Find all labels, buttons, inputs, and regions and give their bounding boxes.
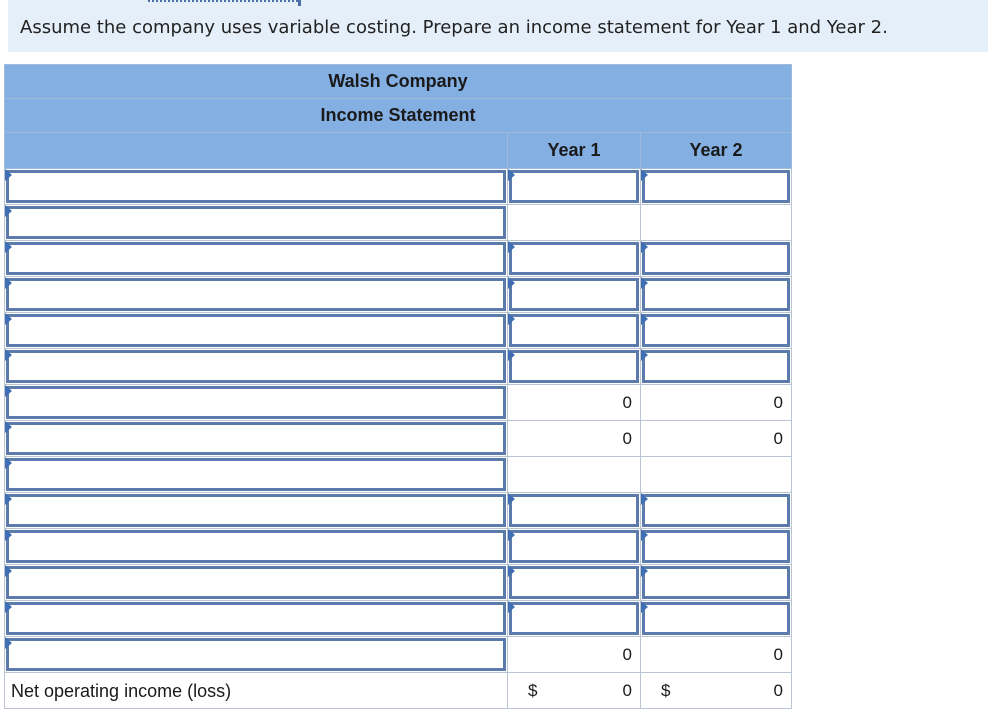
year-1-input[interactable] [509, 566, 639, 599]
dropdown-marker-icon [641, 313, 648, 325]
year-2-input[interactable] [642, 278, 790, 311]
dropdown-marker-icon [641, 493, 648, 505]
year-2-cell [641, 637, 792, 673]
dropdown-marker-icon [508, 169, 515, 181]
year-2-input[interactable] [642, 170, 790, 203]
computed-value: 0 [773, 393, 784, 412]
dropdown-marker-icon [508, 601, 515, 613]
year-2-input[interactable] [642, 494, 790, 527]
dropdown-marker-icon [5, 637, 12, 649]
instruction-text: Assume the company uses variable costing. Prepare an income statement for Year 1 and Year 2. [20, 17, 888, 38]
year-1-cell [508, 637, 641, 673]
dropdown-marker-icon [5, 169, 12, 181]
dropdown-marker-icon [508, 349, 515, 361]
statement-row [5, 565, 792, 601]
dropdown-marker-icon [508, 313, 515, 325]
row-label-cell[interactable] [5, 205, 508, 241]
year-1-cell [508, 385, 641, 421]
year-2-cell[interactable] [641, 565, 792, 601]
dropdown-marker-icon [641, 529, 648, 541]
dropdown-marker-icon [508, 565, 515, 577]
year-2-cell [641, 385, 792, 421]
year-2-input[interactable] [642, 530, 790, 563]
year-2-cell [641, 205, 792, 241]
computed-value: 0 [622, 429, 632, 448]
label-column-header [5, 133, 508, 169]
year-1-input[interactable] [509, 602, 639, 635]
row-label-dropdown[interactable] [6, 422, 506, 455]
row-label-cell[interactable] [5, 313, 508, 349]
column-header-row [5, 133, 792, 169]
year-1-cell[interactable] [508, 241, 641, 277]
row-label-dropdown[interactable] [6, 638, 506, 671]
year-1-input[interactable] [509, 314, 639, 347]
year-1-input[interactable] [509, 530, 639, 563]
year-2-cell [641, 421, 792, 457]
row-label-dropdown[interactable] [6, 170, 506, 203]
row-label-cell[interactable] [5, 277, 508, 313]
year-2-cell[interactable] [641, 493, 792, 529]
dropdown-marker-icon [5, 241, 12, 253]
computed-value: 0 [622, 645, 632, 664]
dropdown-marker-icon [641, 565, 648, 577]
dropdown-marker-icon [5, 349, 12, 361]
year-1-input[interactable] [509, 170, 639, 203]
year-2-cell [641, 457, 792, 493]
statement-row [5, 673, 792, 709]
row-label-cell[interactable] [5, 169, 508, 205]
year-2-cell[interactable] [641, 313, 792, 349]
row-label-dropdown[interactable] [6, 602, 506, 635]
year-2-input[interactable] [642, 314, 790, 347]
row-label: Net operating income (loss) [11, 681, 232, 701]
year-1-header: Year 1 [508, 133, 641, 169]
year-2-cell[interactable] [641, 241, 792, 277]
year-1-input[interactable] [509, 494, 639, 527]
row-label-dropdown[interactable] [6, 530, 506, 563]
statement-row [5, 457, 792, 493]
dropdown-marker-icon [508, 493, 515, 505]
row-label-dropdown[interactable] [6, 350, 506, 383]
company-name: Walsh Company [5, 65, 792, 99]
year-1-input[interactable] [509, 278, 639, 311]
row-label-cell[interactable] [5, 601, 508, 637]
dropdown-marker-icon [5, 493, 12, 505]
row-label-dropdown[interactable] [6, 242, 506, 275]
statement-title: Income Statement [5, 99, 792, 133]
year-1-cell[interactable] [508, 313, 641, 349]
dropdown-marker-icon [5, 313, 12, 325]
year-2-input[interactable] [642, 566, 790, 599]
dropdown-marker-icon [5, 385, 12, 397]
statement-row [5, 493, 792, 529]
row-label-dropdown[interactable] [6, 278, 506, 311]
computed-value: 0 [622, 393, 632, 412]
year-2-header: Year 2 [641, 133, 792, 169]
row-label-cell[interactable] [5, 637, 508, 673]
year-2-cell[interactable] [641, 529, 792, 565]
dropdown-marker-icon [5, 529, 12, 541]
dropdown-marker-icon [508, 241, 515, 253]
year-1-cell[interactable] [508, 529, 641, 565]
row-label-dropdown[interactable] [6, 206, 506, 239]
statement-row [5, 169, 792, 205]
row-label-cell[interactable] [5, 529, 508, 565]
company-name-row [5, 65, 792, 99]
statement-row [5, 205, 792, 241]
year-1-cell[interactable] [508, 565, 641, 601]
year-2-cell[interactable] [641, 277, 792, 313]
year-2-cell[interactable] [641, 349, 792, 385]
row-label-dropdown[interactable] [6, 494, 506, 527]
year-1-input[interactable] [509, 242, 639, 275]
year-2-input[interactable] [642, 350, 790, 383]
statement-title-row [5, 99, 792, 133]
year-1-cell [508, 421, 641, 457]
dropdown-marker-icon [641, 349, 648, 361]
row-label-cell[interactable] [5, 565, 508, 601]
row-label-cell[interactable] [5, 349, 508, 385]
year-1-cell [508, 673, 641, 709]
dotted-link-marker [148, 0, 298, 2]
year-1-cell[interactable] [508, 493, 641, 529]
year-1-cell[interactable] [508, 169, 641, 205]
row-label-cell[interactable] [5, 241, 508, 277]
year-1-cell[interactable] [508, 277, 641, 313]
currency-symbol: $ [528, 681, 538, 700]
dropdown-marker-icon [641, 601, 648, 613]
currency-symbol: $ [661, 681, 671, 700]
year-2-cell[interactable] [641, 601, 792, 637]
statement-row [5, 601, 792, 637]
dropdown-marker-icon [5, 457, 12, 469]
year-2-cell [641, 673, 792, 709]
dropdown-marker-icon [508, 277, 515, 289]
year-2-cell[interactable] [641, 169, 792, 205]
computed-value: 0 [773, 645, 784, 664]
row-label-cell[interactable] [5, 493, 508, 529]
dropdown-marker-icon [508, 529, 515, 541]
row-label-cell[interactable] [5, 421, 508, 457]
row-label-dropdown[interactable] [6, 314, 506, 347]
row-label-dropdown[interactable] [6, 458, 506, 491]
row-label-cell [5, 673, 508, 709]
dropdown-marker-icon [5, 205, 12, 217]
year-1-cell[interactable] [508, 349, 641, 385]
statement-row [5, 349, 792, 385]
dropdown-marker-icon [5, 277, 12, 289]
dropdown-marker-icon [5, 601, 12, 613]
dropdown-marker-icon [641, 241, 648, 253]
row-label-dropdown[interactable] [6, 566, 506, 599]
computed-value: 0 [773, 681, 784, 700]
income-statement-table [4, 64, 792, 709]
computed-value: 0 [622, 681, 632, 700]
instruction-banner [8, 0, 988, 52]
year-1-input[interactable] [509, 350, 639, 383]
statement-row [5, 529, 792, 565]
row-label-cell[interactable] [5, 457, 508, 493]
year-1-cell[interactable] [508, 601, 641, 637]
statement-row [5, 421, 792, 457]
year-2-input[interactable] [642, 602, 790, 635]
row-label-cell[interactable] [5, 385, 508, 421]
statement-row [5, 277, 792, 313]
year-2-input[interactable] [642, 242, 790, 275]
year-1-cell [508, 457, 641, 493]
dropdown-marker-icon [5, 565, 12, 577]
dropdown-marker-icon [641, 169, 648, 181]
statement-row [5, 313, 792, 349]
computed-value: 0 [773, 429, 784, 448]
dropdown-marker-icon [641, 277, 648, 289]
row-label-dropdown[interactable] [6, 386, 506, 419]
statement-row [5, 385, 792, 421]
year-1-cell [508, 205, 641, 241]
statement-row [5, 637, 792, 673]
statement-row [5, 241, 792, 277]
dropdown-marker-icon [5, 421, 12, 433]
